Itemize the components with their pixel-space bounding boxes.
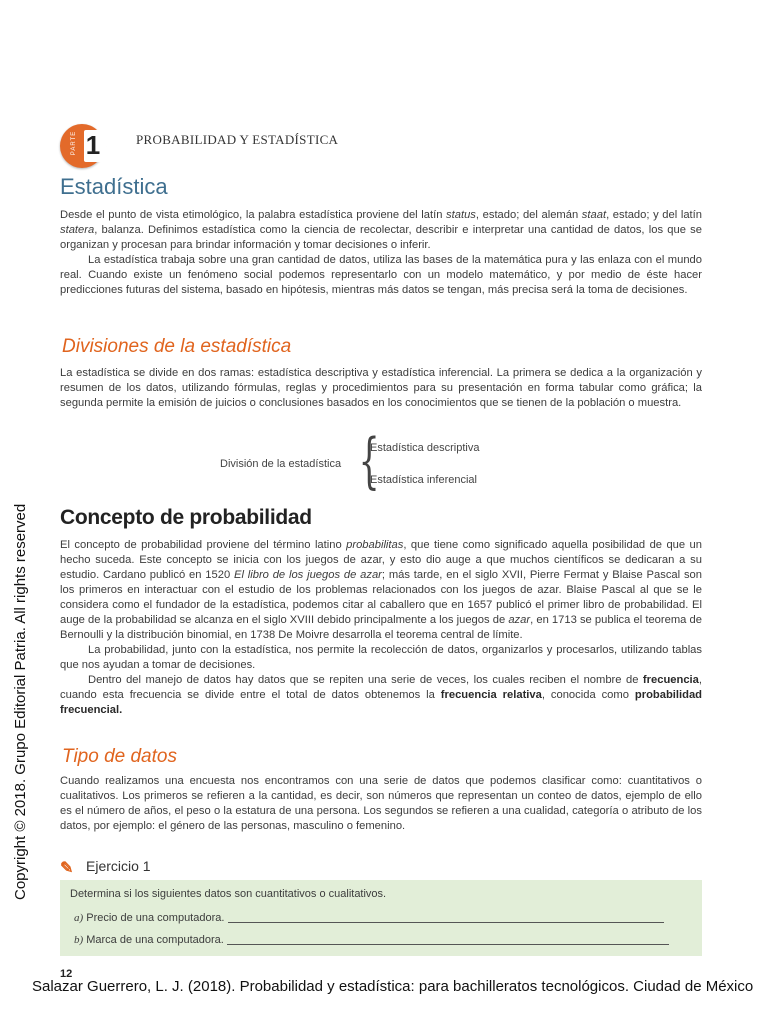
text-run: , cuando esta frecuencia se divide entre el total de datos obtenemos la xyxy=(60,674,702,701)
bold-text: probabilidad frecuencial. xyxy=(60,689,702,716)
item-text: Marca de una computadora. xyxy=(86,934,224,946)
division-label: División de la estadística xyxy=(220,458,342,470)
exercise-title: Ejercicio 1 xyxy=(86,858,151,874)
item-text: Precio de una computadora. xyxy=(86,912,225,924)
exercise-intro: Determina si los siguientes datos son cuantitativos o cualitativos. xyxy=(70,888,387,900)
text-run: , en 1713 se publica el teorema de Bernoulli y la distribución binomial, en 1738 De Moivre desarrolla el teorema central de límite. xyxy=(60,614,702,641)
exercise-item xyxy=(74,912,664,924)
probabilidad-text xyxy=(60,538,702,718)
exercise-header xyxy=(60,856,702,880)
text-run: El concepto de probabilidad proviene del término latino xyxy=(60,539,347,551)
divisiones-text xyxy=(60,366,702,411)
text-run: , estado; y del latín xyxy=(606,209,702,221)
italic-text: status xyxy=(446,209,476,221)
curly-brace-icon: { xyxy=(358,426,380,496)
text-run: Desde el punto de vista etimológico, la palabra estadística proviene del latín xyxy=(60,209,447,221)
answer-line[interactable] xyxy=(228,922,664,923)
exercise-box xyxy=(60,880,702,956)
paragraph xyxy=(60,538,702,643)
item-letter: b) xyxy=(74,934,84,946)
answer-line[interactable] xyxy=(227,944,669,945)
paragraph: La probabilidad, junto con la estadística, nos permite la recolección de datos, organizarlos y procesarlos, utilizando tablas que nos ayudan a tomar de decisiones. xyxy=(60,644,702,671)
italic-text: probabilitas xyxy=(346,539,404,551)
italic-text: azar xyxy=(508,614,531,626)
bold-text: frecuencia xyxy=(642,674,699,686)
division-diagram xyxy=(220,426,520,497)
paragraph: Cuando realizamos una encuesta nos encontramos con una serie de datos que podemos clasificar como: cuantitativos o cualitativos. Los primeros se refieren a la cantidad, es decir, son números que representan un conteo de datos, ejemplo de ello es el número de años, el peso o la estatura de una persona. Los segundos se refieren a una cualidad, categoría o atributo de los datos, por ejemplo: el género de las personas, masculino o femenino. xyxy=(60,775,702,832)
exercise-icon: ✎ xyxy=(60,860,74,877)
section-title-tipo: Tipo de datos xyxy=(62,746,177,767)
section-title-probabilidad: Concepto de probabilidad xyxy=(60,506,312,529)
paragraph: La estadística se divide en dos ramas: estadística descriptiva y estadística inferencial. La primera se dedica a la organización y resumen de los datos, utilizando fórmulas, reglas y procedimientos para su presentación en forma tabular como gráfica; la segunda permite la emisión de juicios o conclusiones basados en los conocimientos que se tienen de la población o muestra. xyxy=(60,367,702,409)
exercise-item xyxy=(74,934,669,946)
paragraph xyxy=(60,673,702,718)
unit-tag: PARTE xyxy=(71,130,78,156)
unit-number: 1 xyxy=(85,130,101,160)
division-option: Estadística descriptiva xyxy=(370,442,480,454)
text-run: , balanza. Definimos estadística como la ciencia de recolectar, describir e interpretar una cantidad de datos, los que se organizan y procesan para brindar información y tomar decisiones o inferir. xyxy=(60,224,702,251)
text-run: ; más tarde, en el siglo XVII, Pierre Fermat y Blaise Pascal son los primeros en interactuar con el estudio de los problemas relacionados con los juegos de azar. Blaise Pascal al que se le considera como el fundador de la estadística, podemos citar al caballero que en 1657 publicó el primer libro de probabilidad. El auge de la probabilidad se alcanza en el siglo XVIII debido principalmente a los juegos de xyxy=(60,569,702,626)
text-run: , que tiene como significado aquella posibilidad de que un hecho suceda. Este concepto se inicia con los juegos de azar, y esto dio auge a que muchos científicos se dedicaran a su estudio. Cardano publicó en 1520 xyxy=(60,539,703,581)
tipo-text xyxy=(60,774,702,834)
unit-title: PROBABILIDAD Y ESTADÍSTICA xyxy=(136,132,339,147)
text-run: , estado; del alemán xyxy=(475,209,582,221)
section-title-divisiones: Divisiones de la estadística xyxy=(62,336,292,357)
estadistica-text xyxy=(60,208,702,298)
item-letter: a) xyxy=(74,912,84,924)
division-option: Estadística inferencial xyxy=(370,474,477,486)
italic-text: El libro de los juegos de azar xyxy=(233,569,382,581)
italic-text: statera xyxy=(60,224,95,236)
page-number: 12 xyxy=(60,968,73,980)
paragraph: La estadística trabaja sobre una gran cantidad de datos, utiliza las bases de la matemática pura y las enlaza con el mundo real. Cuando existe un fenómeno social podemos representarlo con un modelo matemático, y por medio de éste hacer predicciones futuras del sistema, basado en hipótesis, mientras más datos se tengan, más precisa será la toma de decisiones. xyxy=(60,254,702,296)
bold-text: frecuencia relativa xyxy=(440,689,542,701)
text-run: Dentro del manejo de datos hay datos que se repiten una serie de veces, los cuales reciben el nombre de xyxy=(88,674,643,686)
paragraph xyxy=(60,208,702,253)
citation: Salazar Guerrero, L. J. (2018). Probabilidad y estadística: para bachilleratos tecnológicos. Ciudad de México xyxy=(32,978,754,995)
italic-text: staat xyxy=(581,209,607,221)
unit-badge xyxy=(60,124,104,168)
text-run: , conocida como xyxy=(541,689,635,701)
copyright-notice: Copyright © 2018. Grupo Editorial Patria. All rights reserved xyxy=(12,503,29,900)
section-title-estadistica: Estadística xyxy=(60,174,168,199)
